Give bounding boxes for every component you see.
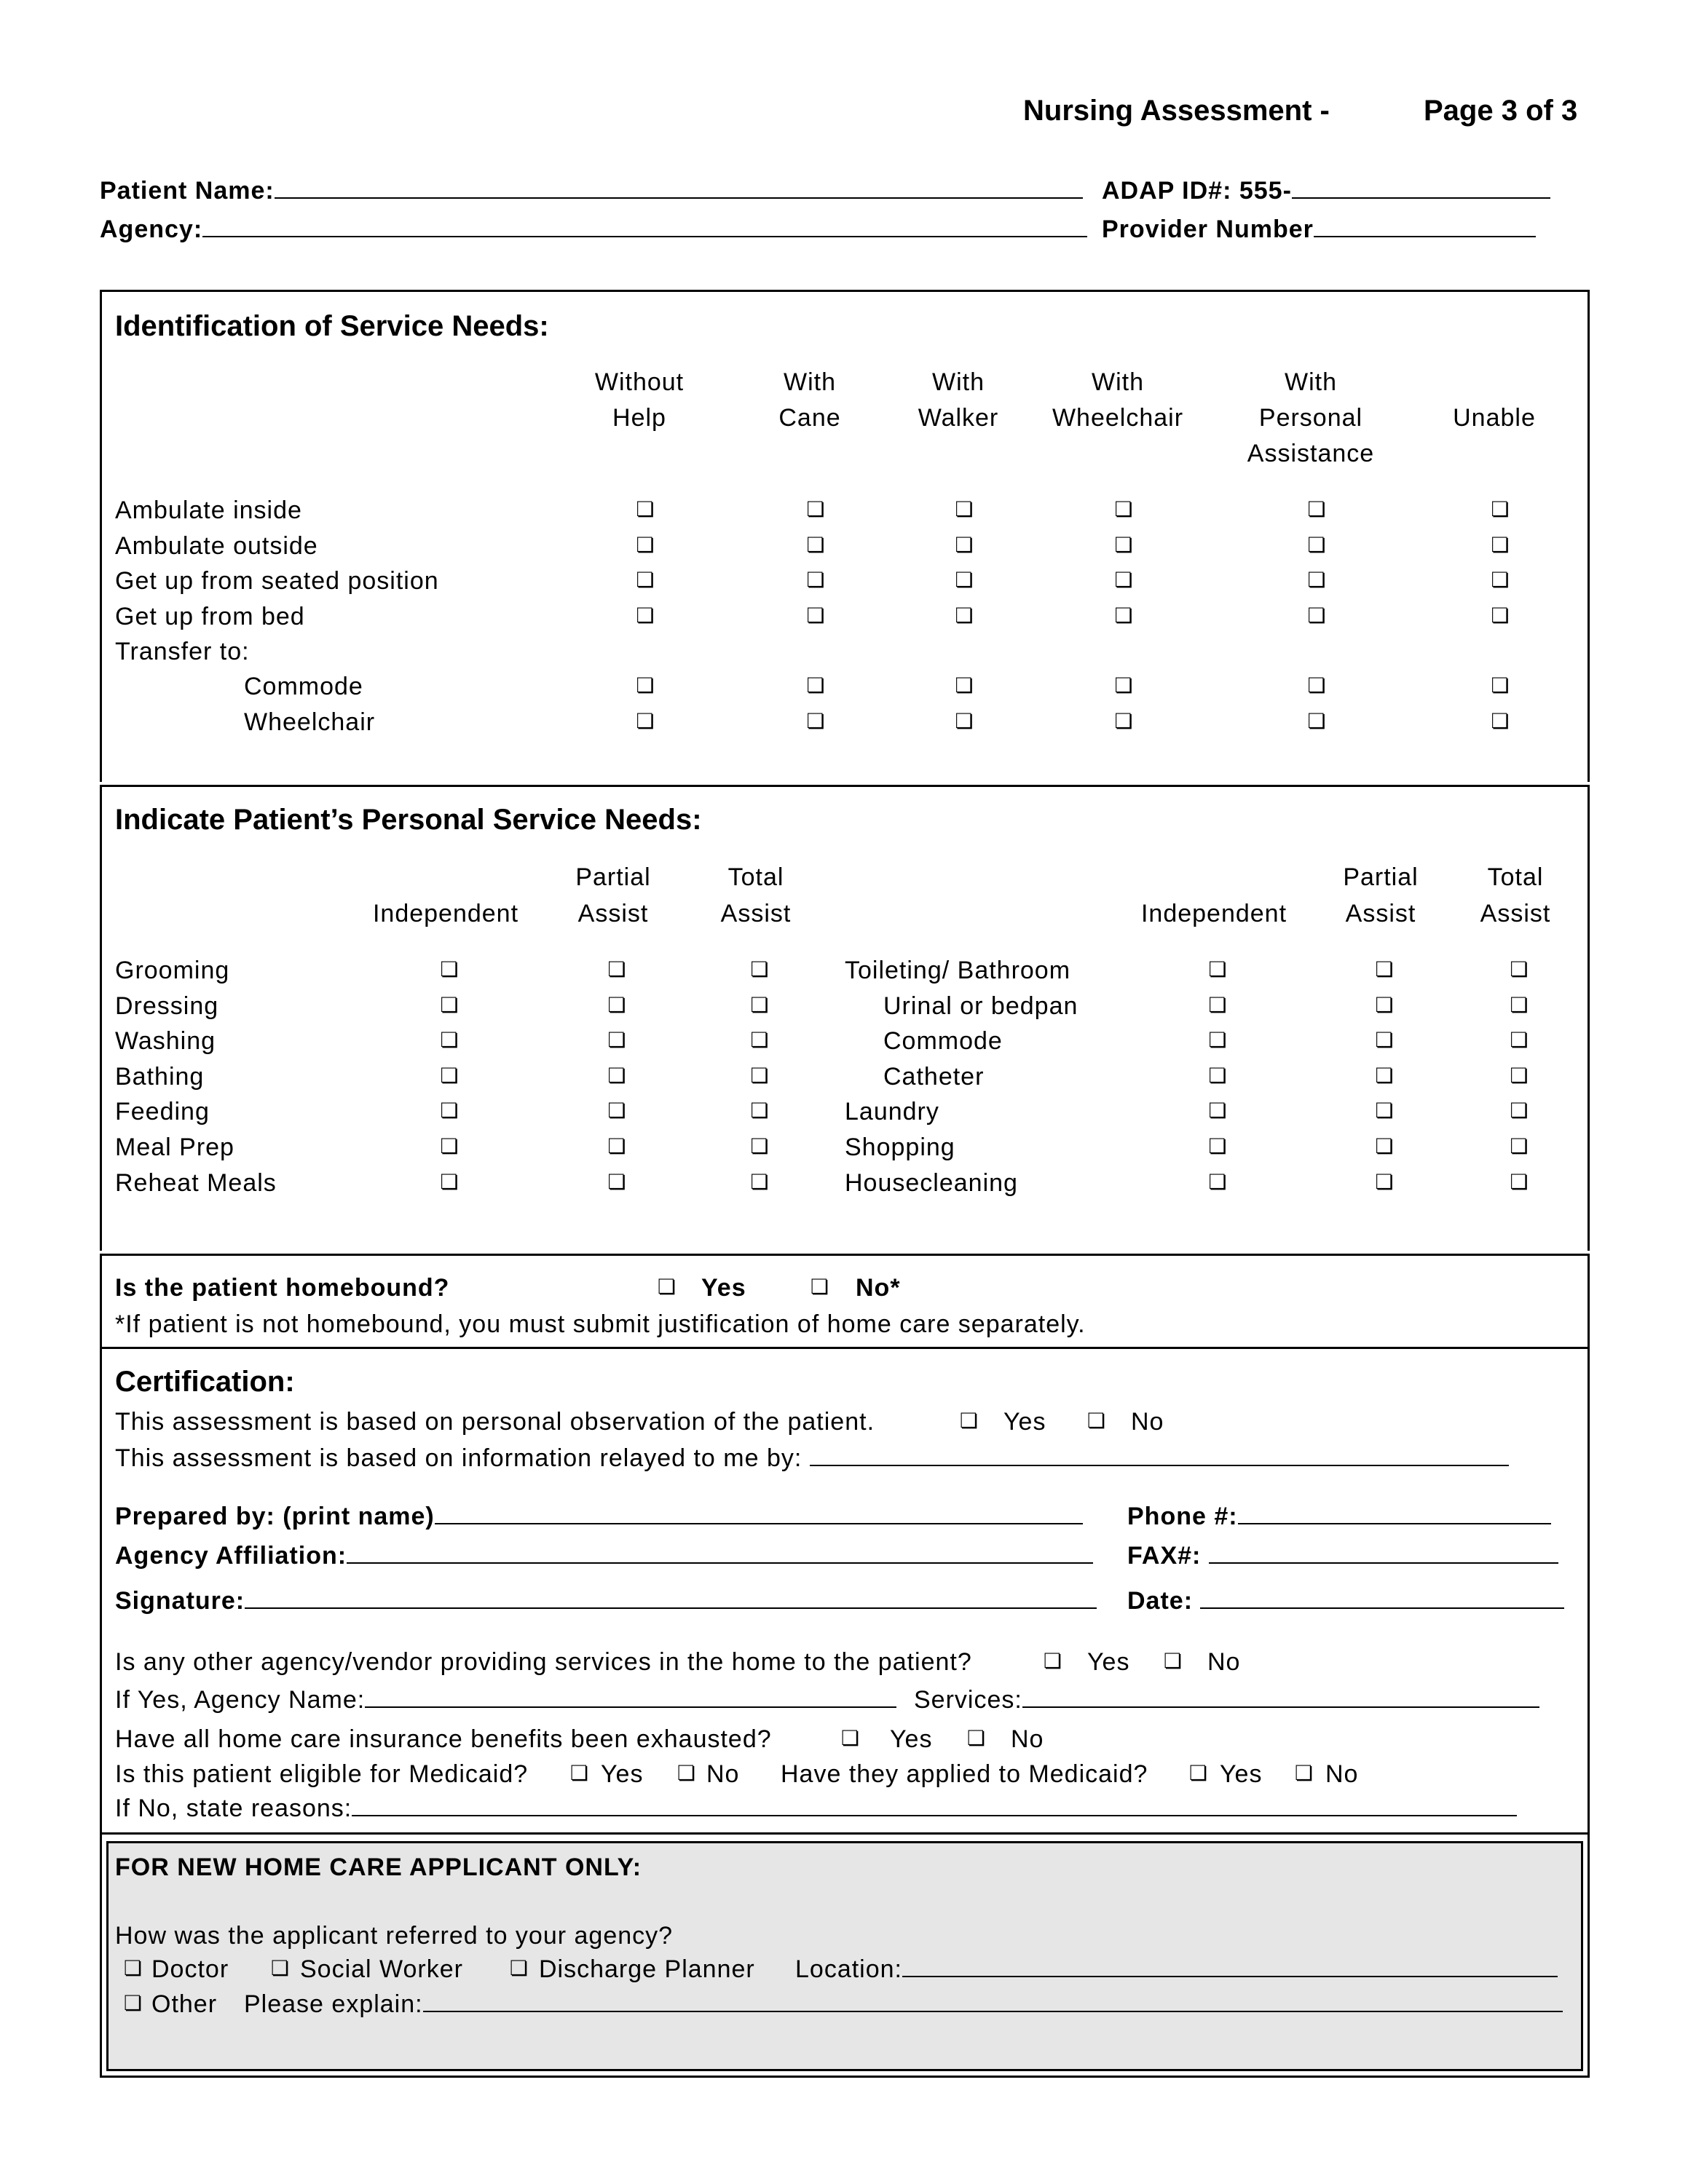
personal-checkbox[interactable]: ❏ [1510,1134,1529,1158]
personal-checkbox[interactable]: ❏ [1208,993,1227,1017]
service-col-header: With [1285,368,1337,396]
personal-row-label: Laundry [845,1098,939,1125]
prepared-by-field[interactable] [435,1503,1083,1524]
service-checkbox[interactable]: ❏ [1491,497,1510,521]
observation-no-checkbox[interactable]: ❏ [1087,1409,1106,1433]
referral-question: How was the applicant referred to your agency? [115,1922,674,1950]
service-col-header: Cane [778,404,841,432]
personal-checkbox[interactable]: ❏ [1375,1064,1394,1088]
benefits-question: Have all home care insurance benefits been exhausted? [115,1725,772,1753]
personal-row-label: Shopping [845,1133,955,1161]
other-agency-question: Is any other agency/vendor providing services in the home to the patient? [115,1648,972,1676]
service-col-header: Help [612,404,666,432]
service-checkbox[interactable]: ❏ [806,568,825,592]
other-agency-yes-label: Yes [1087,1648,1130,1676]
relayed-label: This assessment is based on information relayed to me by: [115,1444,1509,1473]
observation-yes-label: Yes [1003,1408,1046,1436]
service-row-label: Wheelchair [244,708,376,736]
service-col-header: Personal [1258,404,1363,432]
agency-affiliation-label: Agency Affiliation: [115,1542,1093,1570]
explain-label: Please explain: [244,1990,1563,2019]
personal-checkbox[interactable]: ❏ [1375,1170,1394,1194]
transfer-label: Transfer to: [115,638,250,665]
personal-checkbox[interactable]: ❏ [1375,993,1394,1017]
observation-text: This assessment is based on personal observation of the patient. [115,1408,875,1436]
personal-checkbox[interactable]: ❏ [607,1099,626,1123]
personal-checkbox[interactable]: ❏ [1510,993,1529,1017]
personal-checkbox[interactable]: ❏ [750,1134,769,1158]
service-col-header: Unable [1453,404,1536,432]
service-checkbox[interactable]: ❏ [1491,533,1510,557]
doctor-label: Doctor [151,1955,229,1983]
doctor-checkbox[interactable]: ❏ [124,1956,143,1980]
personal-checkbox[interactable]: ❏ [1510,1099,1529,1123]
personal-checkbox[interactable]: ❏ [1375,1028,1394,1052]
personal-checkbox[interactable]: ❏ [1375,1099,1394,1123]
service-checkbox[interactable]: ❏ [955,673,974,697]
personal-checkbox[interactable]: ❏ [1208,1134,1227,1158]
social-worker-checkbox[interactable]: ❏ [271,1956,290,1980]
service-checkbox[interactable]: ❏ [1307,533,1326,557]
observation-no-label: No [1131,1408,1164,1436]
other-agency-no-checkbox[interactable]: ❏ [1164,1649,1183,1673]
service-row-label: Ambulate inside [115,496,302,524]
medicaid-yes-label: Yes [601,1760,644,1788]
personal-row-label: Feeding [115,1098,210,1125]
service-checkbox[interactable]: ❏ [1307,568,1326,592]
medicaid-no-checkbox[interactable]: ❏ [677,1761,696,1785]
signature-field[interactable] [245,1587,1097,1609]
personal-checkbox[interactable]: ❏ [750,1099,769,1123]
observation-yes-checkbox[interactable]: ❏ [960,1409,979,1433]
col-total: Total [727,863,784,891]
relayed-by-field[interactable] [810,1444,1509,1466]
service-checkbox[interactable]: ❏ [955,709,974,733]
personal-row-label: Dressing [115,992,219,1020]
explain-field[interactable] [423,1990,1563,2012]
homebound-no-checkbox[interactable]: ❏ [811,1275,829,1299]
personal-checkbox[interactable]: ❏ [440,1170,459,1194]
service-checkbox[interactable]: ❏ [1307,497,1326,521]
service-col-header: With [932,368,985,396]
service-checkbox[interactable]: ❏ [955,568,974,592]
agency-affiliation-field[interactable] [347,1542,1093,1564]
col-independent: Independent [372,900,519,927]
personal-checkbox[interactable]: ❏ [1510,1170,1529,1194]
service-checkbox[interactable]: ❏ [806,604,825,628]
other-checkbox[interactable]: ❏ [124,1991,143,2015]
medicaid-no-label: No [706,1760,740,1788]
homebound-note: *If patient is not homebound, you must submit justification of home care separately. [115,1310,1086,1338]
benefits-yes-checkbox[interactable]: ❏ [841,1726,860,1750]
provider-number-field[interactable] [1314,215,1536,237]
personal-checkbox[interactable]: ❏ [440,957,459,981]
personal-checkbox[interactable]: ❏ [750,1170,769,1194]
service-checkbox[interactable]: ❏ [1114,709,1133,733]
patient-name-field[interactable] [275,177,1083,199]
patient-name-label: Patient Name: [100,177,1083,205]
applied-no-label: No [1325,1760,1359,1788]
personal-row-label: Washing [115,1027,216,1055]
applied-yes-label: Yes [1220,1760,1263,1788]
service-checkbox[interactable]: ❏ [806,709,825,733]
col-partial: Partial [1343,863,1419,891]
service-col-header: With [784,368,836,396]
personal-needs-title: Indicate Patient’s Personal Service Needs: [115,804,702,836]
personal-checkbox[interactable]: ❏ [750,1028,769,1052]
personal-checkbox[interactable]: ❏ [440,1099,459,1123]
personal-checkbox[interactable]: ❏ [440,993,459,1017]
service-checkbox[interactable]: ❏ [636,709,655,733]
service-col-header: With [1092,368,1144,396]
location-field[interactable] [902,1955,1558,1977]
personal-checkbox[interactable]: ❏ [607,1028,626,1052]
service-checkbox[interactable]: ❏ [1491,709,1510,733]
homebound-yes-checkbox[interactable]: ❏ [658,1275,677,1299]
col-independent: Independent [1140,900,1287,927]
phone-field[interactable] [1238,1503,1551,1524]
reasons-field[interactable] [352,1795,1517,1816]
service-checkbox[interactable]: ❏ [1114,604,1133,628]
service-row-label: Ambulate outside [115,532,318,560]
service-row-label: Get up from seated position [115,567,439,595]
personal-row-label: Bathing [115,1063,205,1091]
personal-checkbox[interactable]: ❏ [1208,957,1227,981]
personal-checkbox[interactable]: ❏ [607,1064,626,1088]
personal-row-label: Housecleaning [845,1169,1018,1197]
service-col-header: Without [594,368,685,396]
service-checkbox[interactable]: ❏ [1307,673,1326,697]
service-checkbox[interactable]: ❏ [806,497,825,521]
date-field[interactable] [1200,1587,1564,1609]
other-label: Other [151,1990,218,2018]
service-checkbox[interactable]: ❏ [806,533,825,557]
fax-field[interactable] [1209,1542,1558,1564]
medicaid-question: Is this patient eligible for Medicaid? [115,1760,529,1788]
service-checkbox[interactable]: ❏ [1491,673,1510,697]
social-worker-label: Social Worker [300,1955,463,1983]
service-row-label: Commode [244,673,363,700]
service-row-label: Get up from bed [115,603,305,630]
personal-row-label: Reheat Meals [115,1169,277,1197]
personal-checkbox[interactable]: ❏ [607,1134,626,1158]
personal-row-label: Commode [883,1027,1003,1055]
personal-checkbox[interactable]: ❏ [1510,957,1529,981]
personal-checkbox[interactable]: ❏ [1510,1064,1529,1088]
personal-checkbox[interactable]: ❏ [1208,1099,1227,1123]
col-total-assist: Assist [720,900,792,927]
service-checkbox[interactable]: ❏ [1114,533,1133,557]
personal-checkbox[interactable]: ❏ [1375,957,1394,981]
adap-id-label: ADAP ID#: 555- [1102,177,1550,205]
service-checkbox[interactable]: ❏ [636,604,655,628]
service-needs-title: Identification of Service Needs: [115,310,549,342]
service-col-header: Wheelchair [1052,404,1184,432]
applied-medicaid-question: Have they applied to Medicaid? [781,1760,1148,1788]
col-partial: Partial [575,863,651,891]
service-checkbox[interactable]: ❏ [636,497,655,521]
personal-checkbox[interactable]: ❏ [440,1134,459,1158]
homebound-question: Is the patient homebound? [115,1274,450,1302]
discharge-planner-checkbox[interactable]: ❏ [510,1956,529,1980]
personal-checkbox[interactable]: ❏ [440,1064,459,1088]
personal-row-label: Grooming [115,957,230,984]
other-agency-yes-checkbox[interactable]: ❏ [1044,1649,1062,1673]
phone-label: Phone #: [1127,1503,1551,1531]
certification-title: Certification: [115,1366,295,1398]
service-checkbox[interactable]: ❏ [1114,497,1133,521]
form-title: Nursing Assessment - [1023,95,1330,127]
personal-checkbox[interactable]: ❏ [1510,1028,1529,1052]
personal-checkbox[interactable]: ❏ [1375,1134,1394,1158]
col-total: Total [1487,863,1544,891]
other-agency-no-label: No [1207,1648,1241,1676]
medicaid-yes-checkbox[interactable]: ❏ [570,1761,589,1785]
personal-checkbox[interactable]: ❏ [750,993,769,1017]
page-number: Page 3 of 3 [1424,95,1578,127]
personal-checkbox[interactable]: ❏ [1208,1064,1227,1088]
personal-checkbox[interactable]: ❏ [607,993,626,1017]
personal-checkbox[interactable]: ❏ [1208,1170,1227,1194]
adap-id-field[interactable] [1292,177,1550,199]
service-col-header: Walker [918,404,999,432]
personal-checkbox[interactable]: ❏ [1208,1028,1227,1052]
service-checkbox[interactable]: ❏ [1491,568,1510,592]
applied-yes-checkbox[interactable]: ❏ [1189,1761,1208,1785]
agency-name-field[interactable] [365,1686,896,1708]
personal-checkbox[interactable]: ❏ [607,1170,626,1194]
location-label: Location: [795,1955,1558,1984]
reasons-label: If No, state reasons: [115,1795,1517,1823]
service-checkbox[interactable]: ❏ [1307,709,1326,733]
service-checkbox[interactable]: ❏ [955,604,974,628]
service-checkbox[interactable]: ❏ [955,533,974,557]
service-checkbox[interactable]: ❏ [636,533,655,557]
personal-row-label: Catheter [883,1063,985,1091]
date-label: Date: [1127,1587,1564,1615]
divider [100,1832,1590,1835]
col-partial-assist: Assist [577,900,649,927]
service-checkbox[interactable]: ❏ [806,673,825,697]
agency-field[interactable] [202,215,1087,237]
personal-row-label: Urinal or bedpan [883,992,1078,1020]
service-checkbox[interactable]: ❏ [1307,604,1326,628]
service-checkbox[interactable]: ❏ [1114,673,1133,697]
homebound-yes-label: Yes [701,1274,746,1302]
col-total-assist: Assist [1480,900,1551,927]
applied-no-checkbox[interactable]: ❏ [1295,1761,1314,1785]
col-partial-assist: Assist [1345,900,1416,927]
fax-label: FAX#: [1127,1542,1558,1570]
benefits-no-checkbox[interactable]: ❏ [967,1726,986,1750]
personal-checkbox[interactable]: ❏ [440,1028,459,1052]
personal-row-label: Toileting/ Bathroom [845,957,1071,984]
service-checkbox[interactable]: ❏ [636,673,655,697]
homebound-no-label: No* [856,1274,901,1302]
service-col-header: Assistance [1247,440,1375,467]
service-checkbox[interactable]: ❏ [1114,568,1133,592]
service-checkbox[interactable]: ❏ [1491,604,1510,628]
services-label: Services: [914,1686,1539,1714]
provider-number-label: Provider Number [1102,215,1536,244]
agency-label: Agency: [100,215,1087,244]
agency-name-label: If Yes, Agency Name: [115,1686,896,1714]
services-field[interactable] [1022,1686,1539,1708]
personal-checkbox[interactable]: ❏ [607,957,626,981]
benefits-no-label: No [1011,1725,1044,1753]
benefits-yes-label: Yes [890,1725,933,1753]
personal-checkbox[interactable]: ❏ [750,957,769,981]
service-checkbox[interactable]: ❏ [636,568,655,592]
service-checkbox[interactable]: ❏ [955,497,974,521]
signature-label: Signature: [115,1587,1097,1615]
discharge-planner-label: Discharge Planner [539,1955,755,1983]
prepared-by-label: Prepared by: (print name) [115,1503,1083,1531]
new-applicant-title: FOR NEW HOME CARE APPLICANT ONLY: [115,1853,642,1881]
personal-checkbox[interactable]: ❏ [750,1064,769,1088]
personal-row-label: Meal Prep [115,1133,234,1161]
